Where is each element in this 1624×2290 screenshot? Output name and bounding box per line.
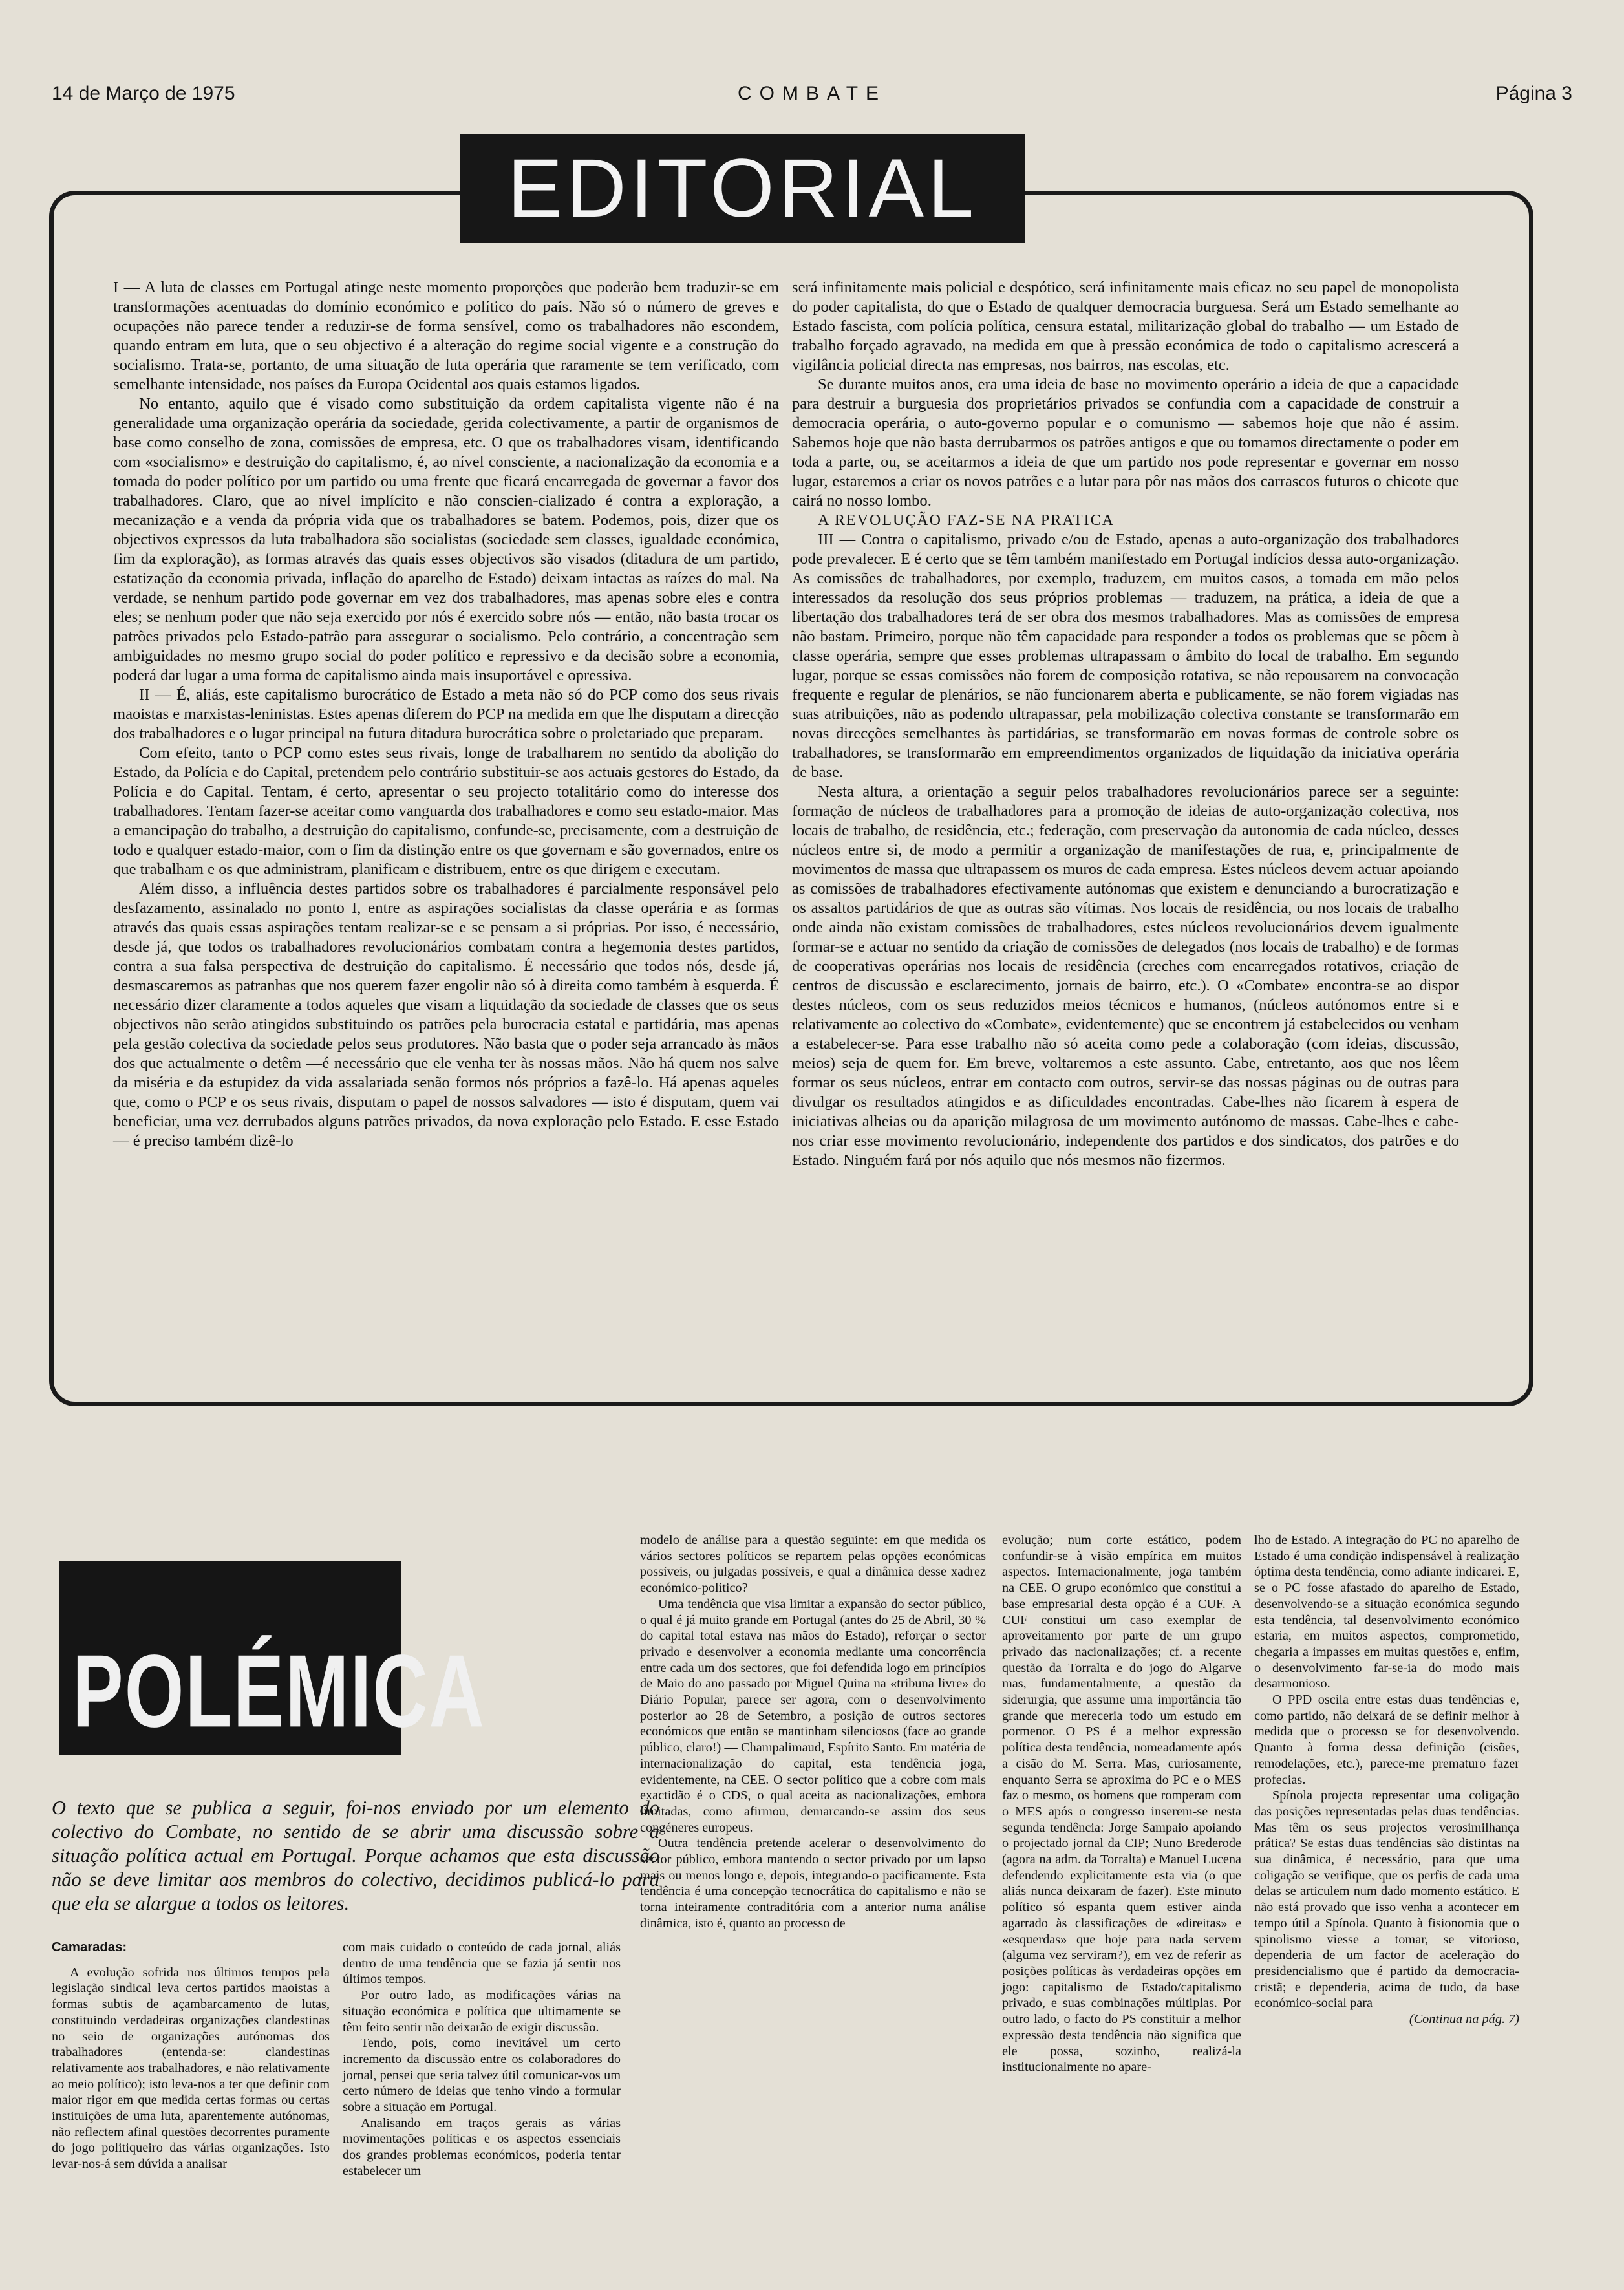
- paragraph: Outra tendência pretende acelerar o desenvolvimento do sector público, embora mantendo o sector privado por um lapso mais ou menos longo e, depois, integrando-o pacificamente. Esta tendência é uma concepção tecnocrática do capitalismo e não se torna inteiramente contraditória com a anterior numa análise dinâmica, isto é, quanto ao processo de: [640, 1836, 986, 1931]
- polemica-title-box: [59, 1561, 486, 1755]
- paragraph: modelo de análise para a questão seguinte: em que medida os vários sectores políticos se repartem pelas opções económicas possíveis, ou julgadas possíveis, e qual a dinâmica desse xadrez económico-político?: [640, 1533, 986, 1596]
- paragraph: O PPD oscila entre estas duas tendências e, como partido, não deixará de se definir melhor à medida que o processo se for desenvolvendo. Quanto à forma dessa definição (cisões, remodelações, etc.), parece-me prematuro fazer profecias.: [1254, 1693, 1519, 1787]
- paragraph: será infinitamente mais policial e despótico, será infinitamente mais eficaz no seu papel de monopolista do poder capitalista, do que o Estado de qualquer democracia burguesa. Será um Estado semelhante ao Estado fascista, com polícia política, censura estatal, militarização global do trabalho — um Estado de trabalho forçado agravado, na medida em que à pressão económica de todo o capitalismo acrescerá a vigilância policial directa nas empresas, nos bairros, nas escolas, etc.: [792, 279, 1459, 374]
- paragraph: Se durante muitos anos, era uma ideia de base no movimento operário a ideia de que a capacidade para destruir a burguesia dos proprietários privados se confundia com a capacidade de construir a democracia operária, o auto-governo popular e o comunismo — sabemos hoje que não é assim. Sabemos hoje que não basta derrubarmos os patrões antigos e que ou tomamos directamente o poder em toda a parte, ou, se aceitarmos a ideia de que um partido nos pode representar e governar em nosso lugar, estaremos a criar os novos patrões e a lutar para pôr nas mãos dos carrascos futuros o chicote que cairá no nosso lombo.: [792, 376, 1459, 509]
- polemica-column-1: [52, 1940, 330, 2172]
- paragraph: A evolução sofrida nos últimos tempos pela legislação sindical leva certos partidos maoistas a formas subtis de açambarcamento de lutas, constituindo verdadeiras organizações clandestinas no seio de organizações autónomas dos trabalhadores (entenda-se: clandestinas relativamente aos trabalhadores, e não relativamente ao meio político); isto leva-nos a ter que definir com maior rigor em que medida certas formas ou certas instituições de uma luta, aparentemente autónomas, não reflectem afinal questões decorrentes puramente do jogo politiqueiro das várias organizações. Isto levar-nos-á sem dúvida a analisar: [52, 1965, 330, 2172]
- polemica-column-2: [343, 1940, 621, 2179]
- page-header: [52, 83, 1572, 115]
- issue-date: 14 de Março de 1975: [52, 83, 235, 104]
- paragraph: Por outro lado, as modificações várias na situação económica e política que ultimamente se têm feito sentir não deixarão de exigir discussão.: [343, 1988, 621, 2035]
- paragraph: III — Contra o capitalismo, privado e/ou de Estado, apenas a auto-organização dos trabalhadores pode prevalecer. E é certo que se têm também manifestado em Portugal indícios dessa auto-organização. As comissões de trabalhadores, por exemplo, traduzem, em muitos casos, a tomada em mão pelos interessados da resolução dos seus próprios problemas — traduzem, na prática, a ideia de que a libertação dos trabalhadores terá de ser obra dos mesmos trabalhadores. Mas as comissões de empresa não bastam. Primeiro, porque não têm capacidade para responder a todos os problemas que se põem à classe operária, sempre que esses problemas ultrapassam o âmbito do local de trabalho. Em segundo lugar, porque se essas comissões não forem de composição rotativa, se não repousarem na convocação frequente e regular de plenários, se não funcionarem aberta e publicamente, se não forem vigiadas nas suas atribuições, não as podendo ultrapassar, pela mobilização colectiva constante se transformarão em novas direcções semelhantes às partidárias, se transformarão em novas formas de controle sobre os trabalhadores, se transformarão em empreendimentos organizados de liquidação da iniciativa operária de base.: [792, 531, 1459, 781]
- paragraph: com mais cuidado o conteúdo de cada jornal, aliás dentro de uma tendência que se fazia já sentir nos últimos tempos.: [343, 1940, 621, 1987]
- polemica-title: POLÉMICA: [72, 1634, 486, 1750]
- paragraph: No entanto, aquilo que é visado como substituição da ordem capitalista vigente não é na generalidade uma organização operária da sociedade, gerida colectivamente, a partir de organismos de base como conselho de zona, comissões de empresa, etc. O que os trabalhadores visam, identificando com «socialismo» e destruição do capitalismo, é, ao nível consciente, a nacionalização da economia e a tomada do poder político por um partido ou uma frente que ficará encarregada de governar a favor dos trabalhadores. Claro, que ao nível implícito e não conscien-cializado é contra a exploração, a mecanização e a venda da própria vida que os trabalhadores se batem. Podemos, pois, dizer que os objectivos expressos da luta trabalhadora são socialistas (sociedade sem classes, igualdade económica, fim da exploração), as formas através das quais esses objectivos são visados (ditadura de um partido, estatização da economia privada, inflação do aparelho de Estado) deixam intactas as raízes do mal. Na verdade, se nenhum partido pode governar em vez dos trabalhadores, mas apenas sobre eles e contra eles; se nenhum poder que não seja exercido por nós é exercido sobre nós — então, não basta trocar os patrões privados pelo Estado-patrão para assegurar o socialismo. Pelo contrário, a concentração sem ambiguidades no mesmo grupo social do poder político e repressivo e da decisão sobre a economia, poderá dar lugar a uma forma de capitalismo ainda mais insuportável e opressiva.: [113, 395, 779, 684]
- paragraph: II — É, aliás, este capitalismo burocrático de Estado a meta não só do PCP como dos seus rivais maoistas e marxistas-leninistas. Estes apenas diferem do PCP na medida em que lhe disputam a direcção dos trabalhadores e o lugar principal na futura ditadura burocrática sobre o proletariado que preparam.: [113, 686, 779, 742]
- polemica-column-4: [1002, 1532, 1241, 2075]
- polemica-intro: O texto que se publica a seguir, foi-nos enviado por um elemento do colectivo do Combate, no sentido de se abrir uma discussão sobre a situação política actual em Portugal. Porque achamos que esta discussão não se deve limitar aos membros do colectivo, decidimos publicá-lo para que ela se alargue a todos os leitores.: [52, 1797, 659, 1914]
- page-number: Página 3: [1495, 83, 1572, 104]
- paragraph: I — A luta de classes em Portugal atinge neste momento proporções que poderão bem traduzir-se em transformações acentuadas do domínio económico e político do país. Não só o número de greves e ocupações não parece tender a reduzir-se de forma sensível, como os trabalhadores não escondem, quando entram em luta, que o seu objectivo é a alteração do regime social vigente e a construção do socialismo. Trata-se, portanto, de uma situação de luta operária que raramente se tem verificado, com semelhante intensidade, nos países da Europa Ocidental aos quais estamos ligados.: [113, 279, 779, 393]
- newspaper-name: COMBATE: [737, 83, 887, 104]
- paragraph: Uma tendência que visa limitar a expansão do sector público, o qual é já muito grande em Portugal (antes do 25 de Abril, 30 % do capital total estava nas mãos do Estado), reforçar o sector privado e desenvolver a economia mediante uma concorrência entre cada um dos sectores, que foi defendida logo em princípios de Maio do ano passado por Miguel Quina na «tribuna livre» do Diário Popular, parece ser agora, com o desenvolvimento posterior ao 28 de Setembro, a posição de outros sectores económicos que então se mantinham silenciosos (face ao grande público, claro!) — Champalimaud, Espírito Santo. Em matéria de internacionalização do capital, esta tendência joga, evidentemente, na CEE. O sector político que a cobre com mais exactidão é o CDS, o qual aceita as nacionalizações, embora limitadas, como afirmou, demarcando-se assim dos seus congéneres europeus.: [640, 1596, 986, 1835]
- paragraph: Analisando em traços gerais as várias movimentações políticas e os aspectos essenciais dos grandes problemas económicos, poderia tentar estabelecer um: [343, 2115, 621, 2178]
- editorial-column-2: [792, 278, 1459, 1170]
- editorial-column-1: [113, 278, 779, 1151]
- section-subheading: A REVOLUÇÃO FAZ-SE NA PRATICA: [818, 512, 1115, 529]
- paragraph: Nesta altura, a orientação a seguir pelos trabalhadores revolucionários parece ser a seguinte: formação de núcleos de trabalhadores para a promoção de ideias de auto-organização colectiva, nos locais de trabalho, de residência, etc.; federação, com preservação da autonomia de cada núcleo, desses núcleos entre si, de modo a permitir a organização de manifestações de rua, e, principalmente de movimentos de massa que ultrapassem os muros de cada empresa. Estes núcleos devem actuar apoiando as comissões de trabalhadores efectivamente autónomas que existem e denunciando a burocratização e os assaltos partidários de que as outras são vítimas. Nos locais de residência, ou nos locais de trabalho onde ainda não existam comissões de trabalhadores, estes núcleos revolucionários devem igualmente formar-se e actuar no sentido da criação de comissões de delegados (nos locais de trabalho) e de formas de cooperativas operárias nos locais de residência (creches com encarregados rotativos, criação de centros de discussão e esclarecimento, jornais de bairro, etc.). O «Combate» encontra-se ao dispor destes núcleos, com os seus reduzidos meios técnicos e humanos, (núcleos autónomos entre si e relativamente ao colectivo do «Combate», evidentemente) que se encontrem já estabelecidos ou venham a estabelecer-se. Para esse trabalho não só aceita como pede a colaboração (com ideias, discussão, meios) seja de quem for. Em breve, voltaremos a este assunto. Cabe, entretanto, aos que nos lêem formar os seus núcleos, entrar em contacto com outros, servir-se das nossas páginas ou de outras para divulgar os resultados atingidos e as dificuldades encontradas. Cabe-lhes não ficarem à espera de iniciativas alheias ou da aparição milagrosa de um movimento autónomo de massas. Cabe-lhes e cabe-nos criar esse movimento revolucionário, independente dos partidos e dos sindicatos, dos patrões e do Estado. Ninguém fará por nós aquilo que nós mesmos não fizermos.: [792, 783, 1459, 1169]
- paragraph: lho de Estado. A integração do PC no aparelho de Estado é uma condição indispensável à realização óptima desta tendência, como adiante indicarei. E, se o PC fosse afastado do aparelho de Estado, desenvolvendo-se a situação económica segundo esta tendência, tal desenvolvimento económico estaria, em muitos aspectos, comprometido, chegaria a impasses em muitas questões e, enfim, o desenvolvimento far-se-ia do modo mais desarmonioso.: [1254, 1533, 1519, 1691]
- paragraph: Com efeito, tanto o PCP como estes seus rivais, longe de trabalharem no sentido da abolição do Estado, da Polícia e do Capital, pretendem pelo contrário substituir-se aos actuais gestores do Estado, da Polícia e do Capital. Tentam, é certo, apresentar o seu projecto totalitário como do interesse dos trabalhadores. Tentam fazer-se aceitar como vanguarda dos trabalhadores e como seu estado-maior. Mas a emancipação do trabalho, a destruição do capitalismo, confunde-se, precisamente, com a destruição de todo e qualquer estado-maior, com o fim da distinção entre os que governam e são governados, entre os que trabalham e os que administram, planificam e distribuem, entre os que dirigem e executam.: [113, 744, 779, 878]
- polemica-column-5: [1254, 1532, 1519, 2028]
- polemica-column-3: [640, 1532, 986, 1932]
- salutation: Camaradas:: [52, 1940, 127, 1954]
- continuation-note: (Continua na pág. 7): [1409, 2012, 1519, 2027]
- editorial-title-box: [460, 134, 1025, 243]
- paragraph: Spínola projecta representar uma coligação das posições representadas pelas duas tendências. Mas têm os seus projectos verosimilhança prática? Se estas duas tendências são distintas na sua dinâmica, é necessário, para que uma coligação se verifique, que os perfis de cada uma delas se articulem num dado momento estático. E não está provado que isso venha a acontecer em tempo útil a Spínola. Quanto à fisionomia que o spinolismo viesse a tomar, se vitorioso, dependeria de um factor de aceleração do presidencialismo que é partido da democracia-cristã; e dependeria, acima de tudo, da base económico-social para: [1254, 1788, 1519, 2011]
- paragraph: Tendo, pois, como inevitável um certo incremento da discussão entre os colaboradores do jornal, pensei que seria talvez útil comunicar-vos um certo número de ideias que tenho vindo a formular sobre a situação em Portugal.: [343, 2036, 621, 2115]
- paragraph: evolução; num corte estático, podem confundir-se à visão empírica em muitos aspectos. Internacionalmente, joga também na CEE. O grupo económico que constitui a base empresarial desta opção é a CUF. A CUF constitui um caso exemplar de aproveitamento por parte de um grupo privado das nacionalizações; cf. a recente questão da Torralta e do jogo do Algarve mas, fundamentalmente, a questão da siderurgia, que assume uma importância tão grande que mereceria todo um estudo em pormenor. O PS é a melhor expressão política desta tendência, nomeadamente após a cisão do M. Serra. Mas, curiosamente, enquanto Serra se aproxima do PC e o MES faz o mesmo, os homens que romperam com o MES após o congresso inserem-se nesta segunda tendência: Jorge Sampaio apoiando o projectado jornal da CIP; Nuno Brederode (agora na adm. da Torralta) e Manuel Lucena defendendo explicitamente esta via (o que aliás nunca deixaram de fazer). Este minuto político só espanta quem estiver ainda agarrado às classificações de «direitas» e «esquerdas» que hoje para nada servem (alguma vez serviram?), em vez de referir as posições políticas às verdadeiras opções em jogo: capitalismo de Estado/capitalismo privado, e suas combinações múltiplas. Por outro lado, o facto do PS constituir a melhor expressão desta tendência não significa que ele possa, sozinho, realizá-la institucionalmente no apare-: [1002, 1533, 1241, 2075]
- paragraph: Além disso, a influência destes partidos sobre os trabalhadores é parcialmente responsável pelo desfazamento, assinalado no ponto I, entre as aspirações socialistas da classe operária e as formas através das quais essas aspirações tentam realizar-se e se pensam a si próprias. Por isso, é necessário, desde já, que todos os trabalhadores revolucionários combatam contra a hegemonia destes partidos, contra a sua falsa perspectiva de destruição do capitalismo. É necessário que todos nós, desde já, desmascaremos as patranhas que nos querem fazer engolir não só à direita como também à esquerda. É necessário dizer claramente a todos aqueles que visam a liquidação da sociedade de classes que os seus objectivos não serão atingidos substituindo os patrões pela burocracia estatal e partidária, mas apenas pela gestão colectiva da sociedade pelos seus produtores. Não basta que o poder seja arrancado às mãos dos que actualmente o detêm —é necessário que ele venha ter às nossas mãos. Não há quem nos salve da miséria e da estupidez da vida assalariada senão formos nós próprios a fazê-lo. Há apenas aqueles que, como o PCP e os seus rivais, disputam o papel de nossos salvadores — isto é disputam, quem vai beneficiar, uma vez derrubados alguns patrões privados, da nova exploração pelo Estado. E esse Estado — é preciso também dizê-lo: [113, 880, 779, 1150]
- editorial-title: EDITORIAL: [507, 142, 978, 235]
